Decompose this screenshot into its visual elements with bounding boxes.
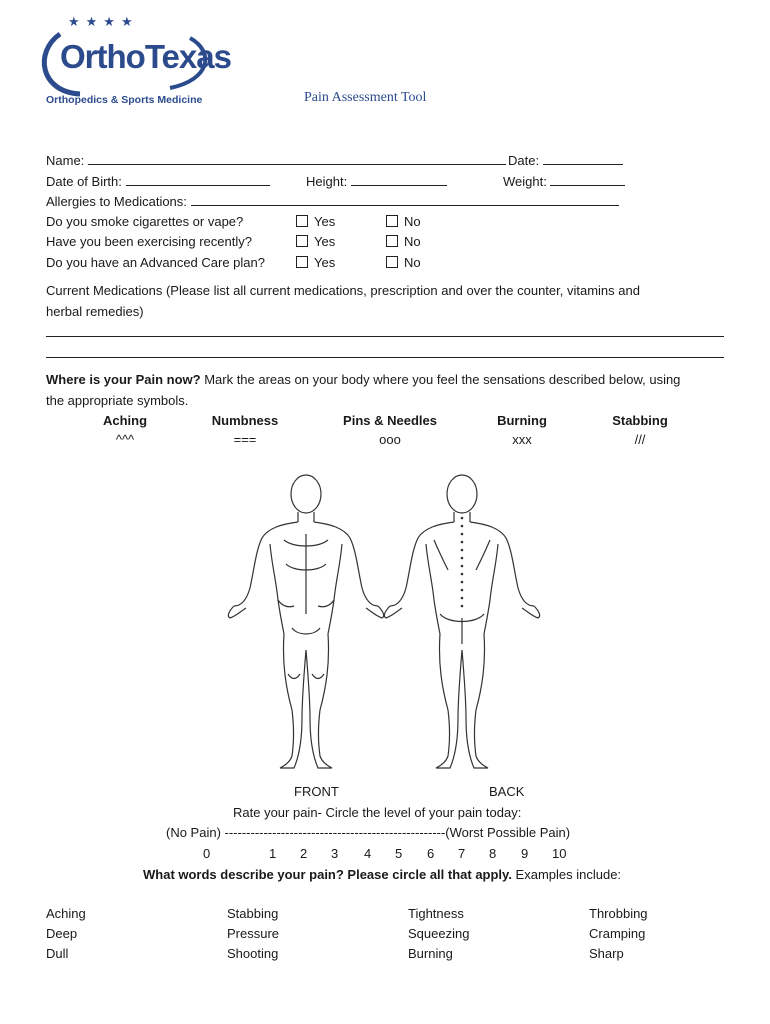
yes-label: Yes bbox=[314, 255, 336, 270]
pain-location-instructions-cont: the appropriate symbols. bbox=[46, 393, 189, 408]
height-field[interactable] bbox=[306, 173, 447, 189]
medications-line-1[interactable] bbox=[46, 336, 724, 337]
height-label: Height: bbox=[306, 174, 348, 189]
yes-label: Yes bbox=[314, 214, 336, 229]
no-label: No bbox=[404, 214, 421, 229]
weight-field[interactable] bbox=[503, 173, 625, 189]
symbol-mark: ^^^ bbox=[115, 432, 135, 447]
checkbox-icon[interactable] bbox=[386, 256, 398, 268]
question-care-plan bbox=[46, 255, 265, 270]
pain-words-tail: Examples include: bbox=[511, 867, 622, 882]
rating-scale bbox=[0, 846, 770, 864]
rating-number-4[interactable]: 4 bbox=[364, 846, 372, 861]
height-input-line[interactable] bbox=[351, 173, 447, 186]
symbol-mark: === bbox=[233, 432, 257, 447]
checkbox-icon[interactable] bbox=[296, 215, 308, 227]
logo-tagline: Orthopedics & Sports Medicine bbox=[46, 94, 203, 106]
symbol-mark: ooo bbox=[379, 432, 401, 447]
exercise-no-checkbox[interactable] bbox=[386, 234, 421, 249]
question-text: Have you been exercising recently? bbox=[46, 234, 252, 249]
rating-number-8[interactable]: 8 bbox=[489, 846, 497, 861]
smoke-yes-checkbox[interactable] bbox=[296, 214, 335, 229]
rating-number-7[interactable]: 7 bbox=[458, 846, 466, 861]
pain-word[interactable]: Cramping bbox=[589, 926, 646, 941]
question-text: Do you have an Advanced Care plan? bbox=[46, 255, 265, 270]
dob-label: Date of Birth: bbox=[46, 174, 122, 189]
logo-name: OrthoTexas bbox=[60, 38, 231, 75]
rating-number-2[interactable]: 2 bbox=[300, 846, 308, 861]
pain-word[interactable]: Stabbing bbox=[227, 906, 279, 921]
weight-input-line[interactable] bbox=[550, 173, 625, 186]
checkbox-icon[interactable] bbox=[386, 215, 398, 227]
pain-words-column-4 bbox=[589, 904, 648, 964]
no-label: No bbox=[404, 255, 421, 270]
pain-word[interactable]: Burning bbox=[408, 946, 453, 961]
rating-prompt: Rate your pain- Circle the level of your pain today: bbox=[233, 805, 522, 820]
pain-location-lead: Where is your Pain now? bbox=[46, 372, 201, 387]
pain-word[interactable]: Tightness bbox=[408, 906, 464, 921]
rating-number-10[interactable]: 10 bbox=[552, 846, 567, 861]
yes-label: Yes bbox=[314, 234, 336, 249]
rating-number-1[interactable]: 1 bbox=[269, 846, 277, 861]
allergies-label: Allergies to Medications: bbox=[46, 194, 187, 209]
exercise-yes-checkbox[interactable] bbox=[296, 234, 335, 249]
pain-words-lead: What words describe your pain? Please circle all that apply. bbox=[143, 867, 512, 882]
medications-line-2[interactable] bbox=[46, 357, 724, 358]
symbol-mark: /// bbox=[634, 432, 646, 447]
logo-stars: ★★★★ bbox=[68, 14, 139, 29]
pain-words-column-3 bbox=[408, 904, 469, 964]
name-field[interactable] bbox=[46, 152, 506, 168]
date-input-line[interactable] bbox=[543, 152, 623, 165]
symbol-mark: xxx bbox=[512, 432, 532, 447]
name-label: Name: bbox=[46, 153, 85, 168]
symbol-burning bbox=[467, 413, 577, 447]
date-field[interactable] bbox=[508, 152, 623, 168]
name-input-line[interactable] bbox=[88, 152, 506, 165]
rating-number-5[interactable]: 5 bbox=[395, 846, 403, 861]
pain-word[interactable]: Throbbing bbox=[589, 906, 648, 921]
date-label: Date: bbox=[508, 153, 540, 168]
symbol-label: Numbness bbox=[211, 413, 279, 428]
allergies-field[interactable] bbox=[46, 193, 619, 209]
symbol-label: Aching bbox=[102, 413, 148, 428]
pain-word[interactable]: Pressure bbox=[227, 926, 280, 941]
allergies-input-line[interactable] bbox=[191, 193, 619, 206]
question-text: Do you smoke cigarettes or vape? bbox=[46, 214, 244, 229]
pain-word[interactable]: Aching bbox=[46, 906, 86, 921]
pain-location-text: Mark the areas on your body where you feel the sensations described below, using bbox=[200, 372, 681, 387]
pain-words-column-1 bbox=[46, 904, 86, 964]
body-back-diagram[interactable] bbox=[378, 474, 546, 770]
question-exercise bbox=[46, 234, 252, 249]
pain-words-column-2 bbox=[227, 904, 279, 964]
symbol-numbness bbox=[190, 413, 300, 447]
pain-location-instructions bbox=[46, 372, 680, 387]
back-label: BACK bbox=[489, 784, 525, 799]
smoke-no-checkbox[interactable] bbox=[386, 214, 421, 229]
rating-number-3[interactable]: 3 bbox=[331, 846, 339, 861]
medications-instructions: Current Medications (Please list all current medications, prescription and over the counter, vitamins and bbox=[46, 283, 640, 298]
body-front-diagram[interactable] bbox=[222, 474, 390, 770]
symbol-stabbing bbox=[585, 413, 695, 447]
pain-word[interactable]: Dull bbox=[46, 946, 69, 961]
checkbox-icon[interactable] bbox=[296, 235, 308, 247]
rating-range: (No Pain) ---------------------------------------------------(Worst Possible Pain) bbox=[166, 825, 571, 840]
dob-field[interactable] bbox=[46, 173, 270, 189]
medications-instructions-cont: herbal remedies) bbox=[46, 304, 144, 319]
page-title: Pain Assessment Tool bbox=[304, 90, 427, 105]
question-smoke bbox=[46, 214, 243, 229]
weight-label: Weight: bbox=[503, 174, 547, 189]
checkbox-icon[interactable] bbox=[386, 235, 398, 247]
symbol-label: Burning bbox=[497, 413, 547, 428]
symbol-label: Stabbing bbox=[612, 413, 668, 428]
symbol-aching bbox=[70, 413, 180, 447]
care-plan-no-checkbox[interactable] bbox=[386, 255, 421, 270]
rating-number-0[interactable]: 0 bbox=[203, 846, 211, 861]
symbol-label: Pins & Needles bbox=[343, 413, 437, 428]
symbol-pins-needles bbox=[335, 413, 445, 447]
no-label: No bbox=[404, 234, 421, 249]
rating-number-6[interactable]: 6 bbox=[427, 846, 435, 861]
rating-number-9[interactable]: 9 bbox=[521, 846, 529, 861]
pain-word[interactable]: Sharp bbox=[589, 946, 624, 961]
front-label: FRONT bbox=[294, 784, 339, 799]
pain-word[interactable]: Shooting bbox=[227, 946, 279, 961]
pain-words-instructions bbox=[143, 867, 621, 882]
pain-word[interactable]: Squeezing bbox=[408, 926, 470, 941]
checkbox-icon[interactable] bbox=[296, 256, 308, 268]
care-plan-yes-checkbox[interactable] bbox=[296, 255, 335, 270]
dob-input-line[interactable] bbox=[126, 173, 270, 186]
pain-word[interactable]: Deep bbox=[46, 926, 78, 941]
